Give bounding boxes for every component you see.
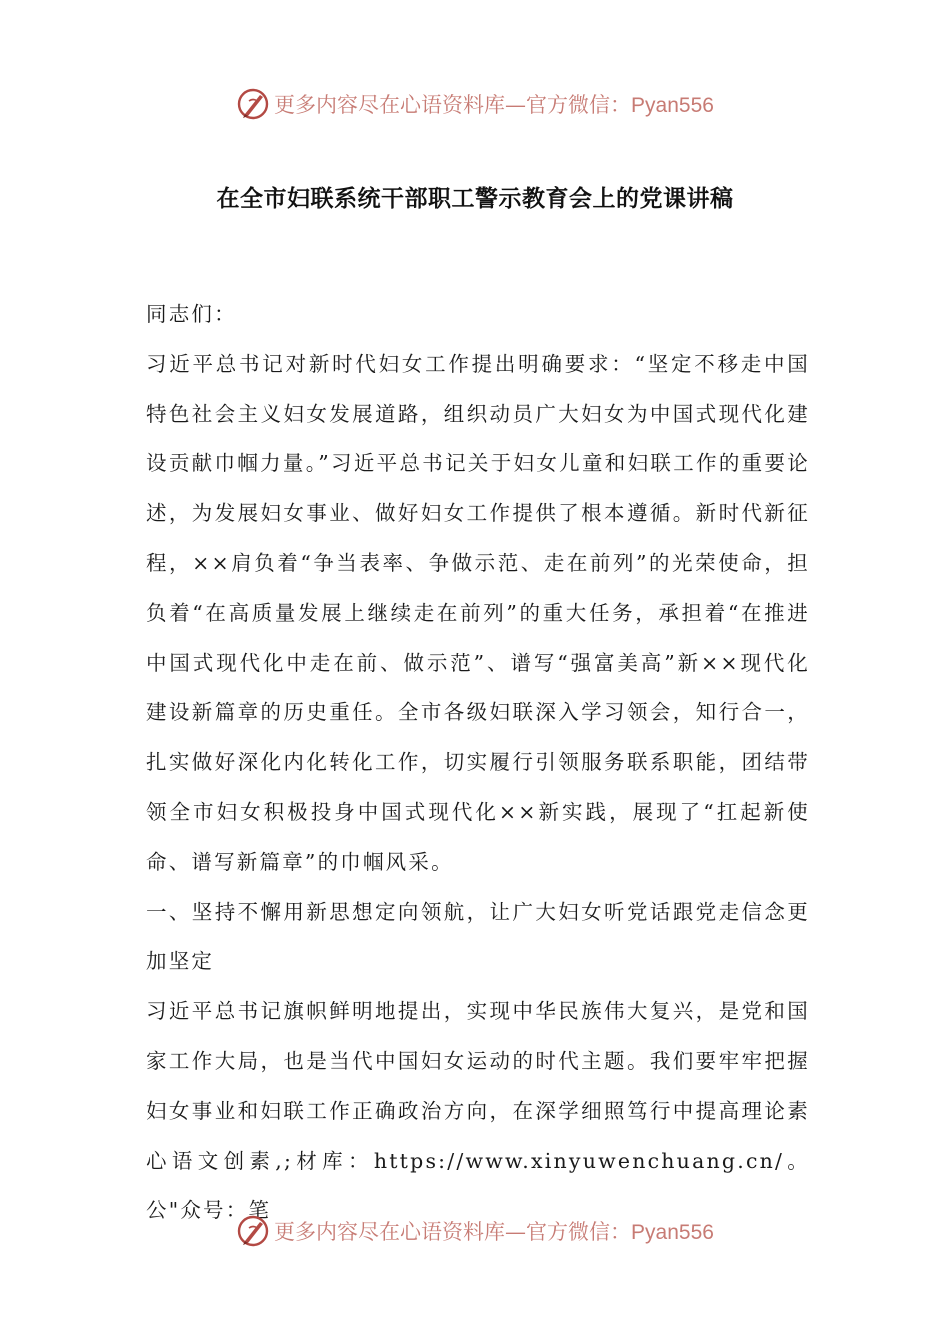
- watermark-text: 更多内容尽在心语资料库—官方微信：Pyan556: [274, 1220, 714, 1244]
- watermark-text: 更多内容尽在心语资料库—官方微信：Pyan556: [274, 93, 714, 117]
- salutation: 同志们：: [146, 302, 237, 326]
- section-heading: 一、坚持不懈用新思想定向领航，让广大妇女听党话跟党走信念更加坚定: [146, 899, 810, 974]
- watermark-banner-bottom: [0, 1211, 950, 1251]
- pen-logo-icon: [236, 1214, 270, 1248]
- watermark-banner-top: [0, 84, 950, 124]
- document-title: 在全市妇联系统干部职工警示教育会上的党课讲稿: [216, 186, 734, 212]
- body-paragraph: 习近平总书记对新时代妇女工作提出明确要求：“坚定不移走中国特色社会主义妇女发展道路，组织动员广大妇女为中国式现代化建设贡献巾帼力量。”习近平总书记关于妇女儿童和妇联工作的重要论述，为发展妇女事业、做好妇女工作提供了根本遵循。新时代新征程，××肩负着“争当表率、争做示范、走在前列”的光荣使命，担负着“在高质量发展上继续走在前列”的重大任务，承担着“在推进中国式现代化中走在前、做示范”、谱写“强富美高”新××现代化建设新篇章的历史重任。全市各级妇联深入学习领会，知行合一，扎实做好深化内化转化工作，切实履行引领服务联系职能，团结带领全市妇女积极投身中国式现代化××新实践，展现了“扛起新使命、谱写新篇章”的巾帼风采。: [146, 351, 810, 874]
- pen-logo-icon: [236, 87, 270, 121]
- document-body: [146, 290, 810, 1236]
- body-paragraph: 习近平总书记旗帜鲜明地提出，实现中华民族伟大复兴，是党和国家工作大局，也是当代中国妇女运动的时代主题。我们要牢牢把握妇女事业和妇联工作正确政治方向，在深学细照笃行中提高理论素心语文创素,;材库：https://www.xinyuwenchuang.cn/。公"众号：笔: [146, 999, 810, 1223]
